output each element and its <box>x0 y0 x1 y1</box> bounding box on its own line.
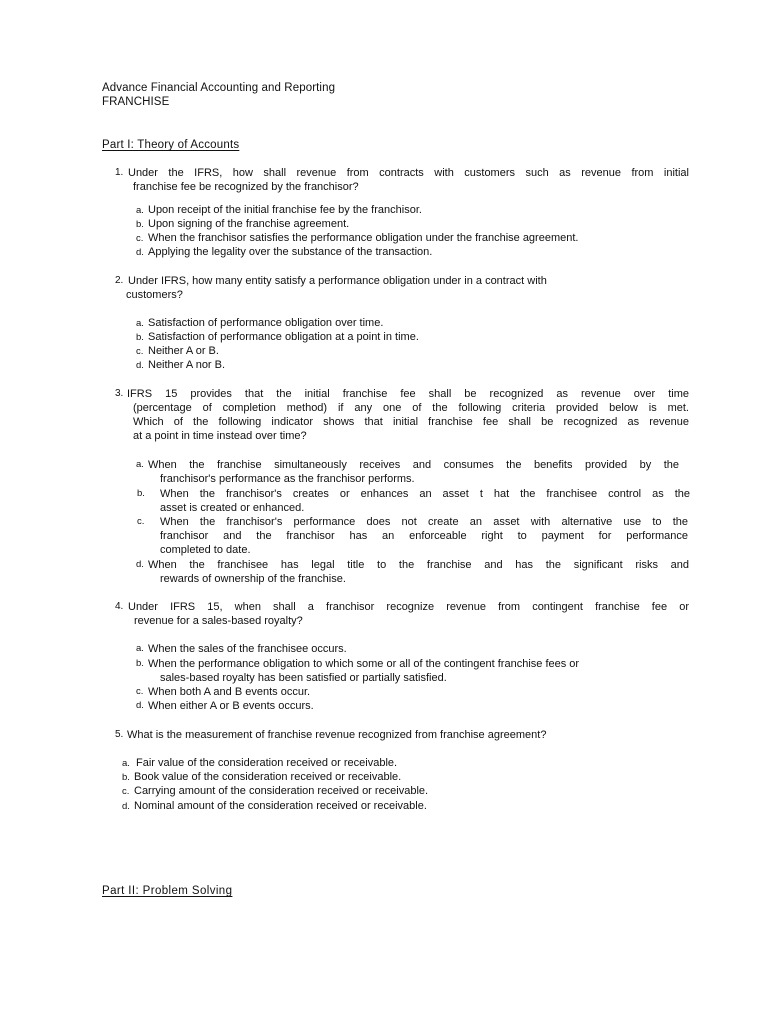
option-text: Applying the legality over the substance of the transaction. <box>148 246 433 258</box>
option-letter: c. <box>136 346 144 357</box>
question-number: 5. <box>115 729 124 740</box>
question-text-line: Under IFRS, how many entity satisfy a performance obligation under in a contract with <box>128 275 547 287</box>
option-letter: a. <box>136 643 144 654</box>
question-number: 3. <box>115 388 124 399</box>
option-letter: d. <box>136 559 144 570</box>
question-text-line: at a point in time instead over time? <box>133 430 307 442</box>
question-number: 4. <box>115 601 124 612</box>
option-letter: b. <box>137 488 145 499</box>
option-letter: b. <box>122 772 130 783</box>
option-text: Satisfaction of performance obligation at a point in time. <box>148 331 419 343</box>
question-text-line: revenue for a sales-based royalty? <box>134 615 303 627</box>
option-text: Upon signing of the franchise agreement. <box>148 218 350 230</box>
option-letter: b. <box>136 332 144 343</box>
question-text-line: Under IFRS 15, when shall a franchisor recognize revenue from contingent franchise fee or <box>128 601 689 613</box>
option-letter: a. <box>136 459 144 470</box>
option-text-line: completed to date. <box>160 544 251 556</box>
option-item <box>136 231 578 246</box>
option-letter: c. <box>137 516 145 527</box>
question-number: 1. <box>115 167 124 178</box>
option-text: Neither A nor B. <box>148 359 226 371</box>
option-letter: c. <box>122 786 130 797</box>
option-letter: b. <box>136 658 144 669</box>
question-text-line: What is the measurement of franchise revenue recognized from franchise agreement? <box>127 729 547 741</box>
option-text-line: When the franchisor's performance does not create an asset with alternative use to the <box>160 516 688 528</box>
option-letter: d. <box>122 801 130 812</box>
option-item <box>122 784 428 799</box>
option-text-line: When either A or B events occurs. <box>148 700 314 712</box>
question-text-line: franchise fee be recognized by the franchisor? <box>133 181 359 193</box>
part1-heading: Part I: Theory of Accounts <box>102 139 240 151</box>
question-text-line: IFRS 15 provides that the initial franchise fee shall be recognized as revenue over time <box>127 388 689 400</box>
option-item <box>136 245 432 260</box>
document-subject: FRANCHISE <box>102 96 170 108</box>
option-text: Upon receipt of the initial franchise fee by the franchisor. <box>148 204 422 216</box>
option-text-line: When both A and B events occur. <box>148 686 311 698</box>
option-letter: c. <box>136 686 144 697</box>
option-text-line: When the sales of the franchisee occurs. <box>148 643 347 655</box>
option-letter: d. <box>136 247 144 258</box>
question-text-line: Under the IFRS, how shall revenue from contracts with customers such as revenue from initial <box>128 167 689 179</box>
option-text-line: When the franchisor's creates or enhances an asset t hat the franchisee control as the <box>160 488 690 500</box>
question-text-line: customers? <box>126 289 183 301</box>
option-item <box>136 358 225 373</box>
option-item <box>122 770 401 785</box>
option-item <box>136 344 219 359</box>
option-text: Satisfaction of performance obligation over time. <box>148 317 384 329</box>
option-text-line: rewards of ownership of the franchise. <box>160 573 346 585</box>
question-number: 2. <box>115 275 124 286</box>
option-text: Nominal amount of the consideration received or receivable. <box>134 800 427 812</box>
option-text: Carrying amount of the consideration received or receivable. <box>134 785 429 797</box>
option-text-line: sales-based royalty has been satisfied or partially satisfied. <box>160 672 447 684</box>
option-text-line: asset is created or enhanced. <box>160 502 305 514</box>
option-item <box>122 799 427 814</box>
question-text-line: Which of the following indicator shows that initial franchise fee shall be recognized as revenue <box>133 416 689 428</box>
option-letter: d. <box>136 360 144 371</box>
option-item <box>136 217 349 232</box>
option-letter: a. <box>136 318 144 329</box>
option-item <box>136 203 422 218</box>
option-text-line: franchisor's performance as the franchisor performs. <box>160 473 415 485</box>
option-text: Fair value of the consideration received or receivable. <box>136 757 398 769</box>
option-text-line: When the franchisee has legal title to the franchise and has the significant risks and <box>148 559 689 571</box>
option-item <box>136 330 419 345</box>
option-text-line: When the performance obligation to which some or all of the contingent franchise fees or <box>148 658 580 670</box>
option-text: Neither A or B. <box>148 345 219 357</box>
option-item <box>122 756 397 771</box>
option-letter: b. <box>136 219 144 230</box>
option-letter: a. <box>122 758 130 769</box>
document-title: Advance Financial Accounting and Reporting <box>102 82 336 94</box>
question-text-line: (percentage of completion method) if any one of the following criteria provided below is met. <box>133 402 689 414</box>
option-letter: d. <box>136 700 144 711</box>
option-letter: a. <box>136 205 144 216</box>
option-text: Book value of the consideration received or receivable. <box>134 771 402 783</box>
option-item <box>136 316 383 331</box>
option-text-line: franchisor and the franchisor has an enforceable right to payment for performance <box>160 530 688 542</box>
part2-heading: Part II: Problem Solving <box>102 885 233 897</box>
option-text-line: When the franchise simultaneously receives and consumes the benefits provided by the <box>148 459 679 471</box>
option-letter: c. <box>136 233 144 244</box>
option-text: When the franchisor satisfies the performance obligation under the franchise agreement. <box>148 232 579 244</box>
